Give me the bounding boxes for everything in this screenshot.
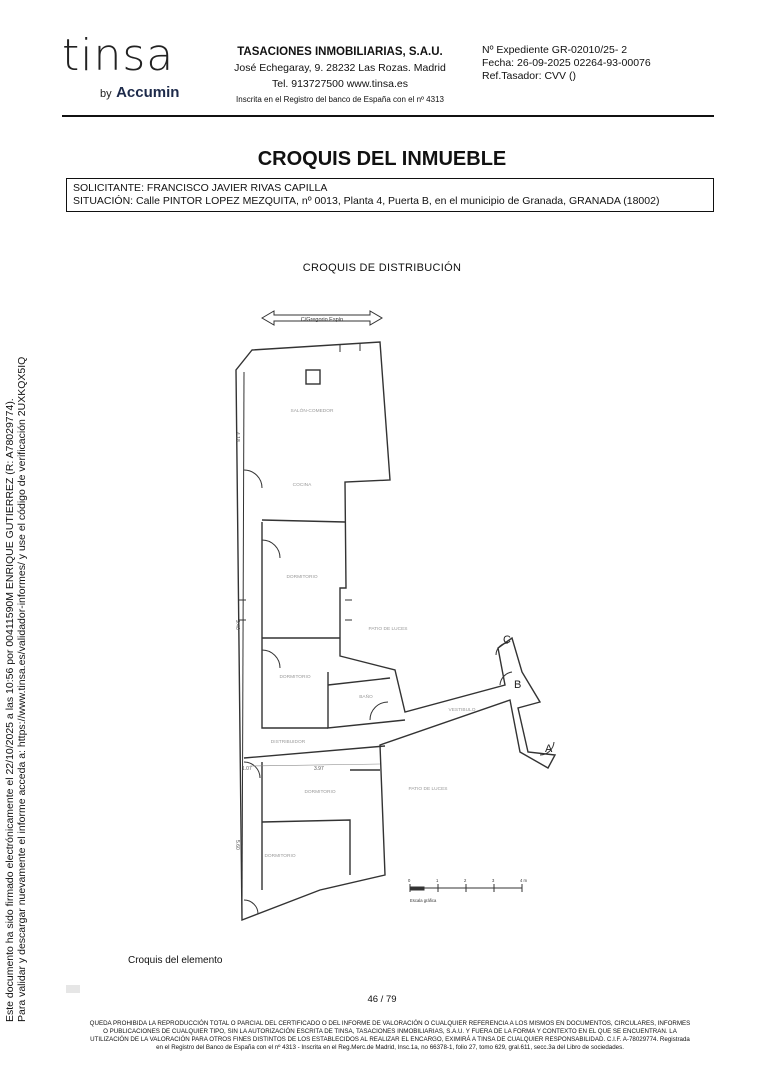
room-dorm1: DORMITORIO <box>286 575 318 580</box>
wall-kitchen-bottom <box>262 520 345 522</box>
company-name: TASACIONES INMOBILIARIAS, S.A.U. <box>237 46 443 58</box>
room-vestibulo: VESTIBULO <box>448 708 476 713</box>
company-header <box>215 44 465 108</box>
footer-line-4: en el Registro del Banco de España con el nº 4313 - Inscrita en el Reg.Merc.de Madrid, Insc.1a, no 66378-1, folio 27, tomo 629, gral.611, secc.3a del Libro de sociedades. <box>156 1044 624 1051</box>
tinsa-logo: tinsa <box>62 30 175 81</box>
page-title: CROQUIS DEL INMUEBLE <box>257 148 507 170</box>
room-dorm3: DORMITORIO <box>304 790 336 795</box>
scale-bar <box>410 884 522 892</box>
signature-line-2: Para validar y descargar nuevamente el informe acceda a: https://www.tinsa.es/validador-informes/ y use el código de verificación 2UXKQX5IQ <box>16 356 28 1022</box>
scale-tick-4: 4 m <box>520 878 527 883</box>
dim-5: 3.97 <box>314 766 324 772</box>
door-4 <box>370 702 388 720</box>
room-dorm2: DORMITORIO <box>279 675 311 680</box>
company-address: José Echegaray, 9. 28232 Las Rozas. Madrid <box>234 62 446 74</box>
scan-mark <box>66 985 80 993</box>
logo-brand: Accumin <box>116 84 180 101</box>
expediente: Nº Expediente GR-02010/25- 2 <box>482 44 628 56</box>
footer-line-1: QUEDA PROHIBIDA LA REPRODUCCIÓN TOTAL O PARCIAL DEL CERTIFICADO O DEL INFORME DE VALORACIÓN O CUALQUIER REFERENCIA A LOS MISMOS EN DOCUMENTOS, CIRCULARES, INFORMES <box>89 1020 691 1027</box>
situacion: SITUACIÓN: Calle PINTOR LOPEZ MEZQUITA, nº 0013, Planta 4, Puerta B, en el municipio de Granada, GRANADA (18002) <box>73 195 660 207</box>
info-box <box>66 178 714 212</box>
ref-tasador: Ref.Tasador: CVV () <box>482 70 576 82</box>
door-7 <box>500 672 512 685</box>
window-right <box>345 600 352 620</box>
marker-b: B <box>514 679 522 691</box>
dim-1: 4.18 <box>234 432 240 442</box>
accumin-logo <box>100 84 179 102</box>
street-label: C/Gregorio Espín <box>300 317 344 323</box>
signature-note <box>4 357 28 1022</box>
footer-line-2: O PUBLICACIONES DE CUALQUIER TIPO, SIN LA AUTORIZACIÓN ESCRITA DE TINSA, TASACIONES INMOBILIARIAS, S.A.U. Y FUERA DE LA FORMA Y CONTEXTO EN EL QUE SE ENCUENTRAN. LA <box>103 1028 677 1035</box>
page-number: 46 / 79 <box>367 994 397 1005</box>
room-patio2: PATIO DE LUCES <box>408 787 448 792</box>
dim-4: 1.07 <box>242 766 252 772</box>
door-6 <box>244 900 258 914</box>
room-bano: BAÑO <box>359 695 373 700</box>
floor-plan <box>200 300 570 940</box>
room-salon: SALÓN-COMEDOR <box>290 409 334 414</box>
signature-line-1: Este documento ha sido firmado electrónicamente el 22/10/2025 a las 10:56 por 00411590M ENRIQUE GUTIERREZ (R: A78029774). <box>4 398 16 1022</box>
door-2 <box>262 540 280 558</box>
header-divider <box>62 115 714 117</box>
logo-by: by <box>100 88 112 100</box>
room-patio1: PATIO DE LUCES <box>368 627 408 632</box>
legal-footer <box>70 1020 710 1052</box>
company-registry: Inscrita en el Registro del banco de España con el nº 4313 <box>236 95 444 104</box>
dim-3: 5.60 <box>234 840 240 850</box>
reference-block <box>482 44 651 83</box>
wall-dorm3-bottom <box>262 820 350 875</box>
scale-tick-0: 0 <box>408 878 411 883</box>
wall-bano-top <box>328 678 390 685</box>
column <box>306 370 320 384</box>
room-dorm4: DORMITORIO <box>264 854 296 859</box>
marker-a: A <box>545 743 553 755</box>
plan-caption: Croquis del elemento <box>128 955 223 966</box>
door-1 <box>244 470 262 488</box>
scale-tick-1: 1 <box>436 878 439 883</box>
door-3 <box>262 650 280 668</box>
dim-2: 9.40 <box>234 620 240 630</box>
scale-tick-2: 2 <box>464 878 467 883</box>
wall-dorm1-bottom <box>262 522 328 728</box>
plan-subtitle: CROQUIS DE DISTRIBUCIÓN <box>302 262 462 274</box>
company-phone: Tel. 913727500 www.tinsa.es <box>271 78 408 90</box>
scale-label: Escala gráfica <box>410 898 437 903</box>
wall-corridor <box>244 746 385 758</box>
footer-line-3: UTILIZACIÓN DE LA VALORACIÓN PARA OTROS FINES DISTINTOS DE LOS ESTABLECIDOS AL REALIZAR EL ENCARGO, EXIMIRÁ A TINSA DE CUALQUIER RESPONSABILIDAD. C.I.F. A-78029774. Registrada <box>90 1036 690 1043</box>
inner-wall-a <box>242 372 244 918</box>
marker-c: C <box>503 634 511 646</box>
solicitante: SOLICITANTE: FRANCISCO JAVIER RIVAS CAPILLA <box>73 182 328 194</box>
scale-tick-3: 3 <box>492 878 495 883</box>
room-distribuidor: DISTRIBUIDOR <box>270 740 306 745</box>
room-cocina: COCINA <box>292 483 312 488</box>
fecha: Fecha: 26-09-2025 02264-93-00076 <box>482 57 651 69</box>
